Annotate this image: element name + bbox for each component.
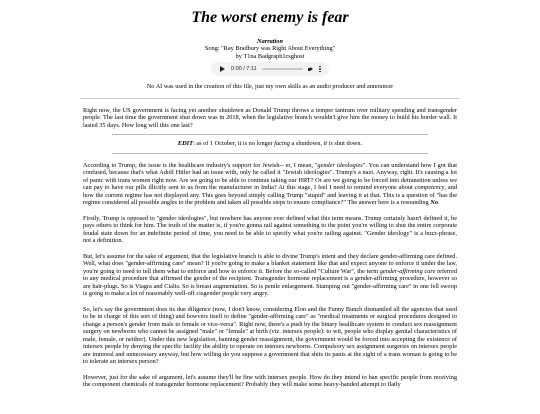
play-icon[interactable] xyxy=(220,66,225,72)
divider xyxy=(112,134,428,135)
page-title: The worst enemy is fear xyxy=(191,9,349,26)
edit-text: a shutdown, xyxy=(289,140,324,148)
paragraph: But, let's assume for the sake of argument, that the legislative branch is able to divine Trump's intent and they declare gender-affirming care defined. Well, what does "gender-affirming care" mean? If you're going to make a blanket statement like that and expect anyone to enforce it under the law, you're going to need to tell them what to enforce and how to enforce it. Before the so-called "Culture War", the term gender-affirming care referred to any medical procedure that affirmed the gender of the recipient. Transgender hormone replacement is a gender-affirming procedure, however so are hair-plugs. So is Viagra and Cialis. So is breast augmentation. So is penile enlargement. Stamping out "gender-affirming care" in one fell swoop is going to make a lot of reasonably well-off cisgender people very angry. xyxy=(83,252,458,298)
edit-text: : as of 1 October, it is no longer xyxy=(192,140,275,148)
song-artist: by T1na Badgraph1csghost xyxy=(235,52,305,60)
divider xyxy=(112,153,428,154)
edit-note xyxy=(83,140,457,147)
volume-icon[interactable] xyxy=(308,67,314,72)
audio-player[interactable] xyxy=(211,62,329,76)
audio-time: 0:00 / 7:11 xyxy=(231,66,257,73)
edit-emphasis: facing xyxy=(274,140,290,148)
audio-progress-bar[interactable] xyxy=(262,68,303,70)
song-title: Song: "Ray Bradbury was Right About Everything" xyxy=(204,45,336,53)
intro-paragraph: Right now, the US government is facing yet another shutdown as Donald Trump throws a temper tantrum over military spending and transgender people. The last time the government shut down was in 2018, when the legislative branch wouldn't give him the money to build his border wall. It lasted 35 days. How long will this one last? xyxy=(83,106,457,129)
narration-block xyxy=(0,38,540,60)
edit-emphasis: it is xyxy=(323,140,333,148)
more-options-icon[interactable] xyxy=(319,66,321,73)
paragraph: So, let's say the government does its due diligence (now, I don't know, considering Elon and the Funny Bunch dismantled all the agencies that used to be in charge of this sort of thing) and bowvers itself to define "gender-affirming care" as "medical treatments or surgical procedures designed to change a person's gender from male to female or vice-versa". Right now, there's a push by the binary healthcare system to conduct sex reassignment surgery on newborns who cannot be assigned "male" or "female" at birth (viz. intersex people): to wit, people who display genital characteristics of male, female, or neither). Under this new legislation, banning gender reassignment, the government would be forced into accepting the existence of intersex people by denying the specific facility the ability to operate on intersex newborns. Compulsory sex assignment surgeries on intersex people are immoral and unnecessary anyway, but how willing do you suppose a government that shits its pants at the sight of a trans woman is going to be to tolerate an intersex person? xyxy=(83,305,457,366)
article-body xyxy=(83,107,457,389)
article-page xyxy=(0,9,540,389)
paragraph: Firstly, Trump is opposed to "gender ideologies", but nowhere has anyone ever defined what this term means. Trump certainly hasn't defined it, he pays others to think for him. The truth of the matter is, if you're gonna rail against something to the point you're willing to shut the entire corporate feudal state down for an indefinite period of time, you need to be able to specify what you're railing against. "Gender ideology" is a buzz-phrase, not a definition. xyxy=(83,214,457,245)
divider xyxy=(80,98,460,99)
ai-disclaimer: No AI was used in the creation of this file, just my own skills as an audio producer and announcer xyxy=(146,83,394,91)
paragraph: However, just for the sake of argument, let's assume they'll be fine with intersex people. How do they intend to ban specific people from receiving the component chemicals of transgender hormone replacement? Probably they will make some heavy-handed attempt to flatly xyxy=(83,373,457,389)
edit-label: EDIT xyxy=(177,140,193,148)
edit-text: shut down. xyxy=(332,140,363,148)
narration-label: Narration xyxy=(257,38,283,45)
paragraph: According to Trump, the issue is the healthcare industry's support for Jewish-- er, I mean, "gender ideologies". You can understand how I got that confused, because that's what Adolf Hitler had an issue with, only he called it "Jewish ideologies". Trump's a nazi. Anyway, right. It's causing a lot of panic with trans women right now. Are we going to be able to continue taking our HRT? Or are we going to be forced into detransition unless we can pay to have our pills illicitly sent to us from the manufacturer in India? At this stage, I feel I need to remind everyone about competency, and how the current regime has not displayed any. This goes beyond simply calling Trump "stupid" and leaving it at that. This is a question of "has the regime considered all possible angles to the problem and taken all possible steps to ensure compliance?" The answer here is a resounding No. xyxy=(83,161,457,207)
